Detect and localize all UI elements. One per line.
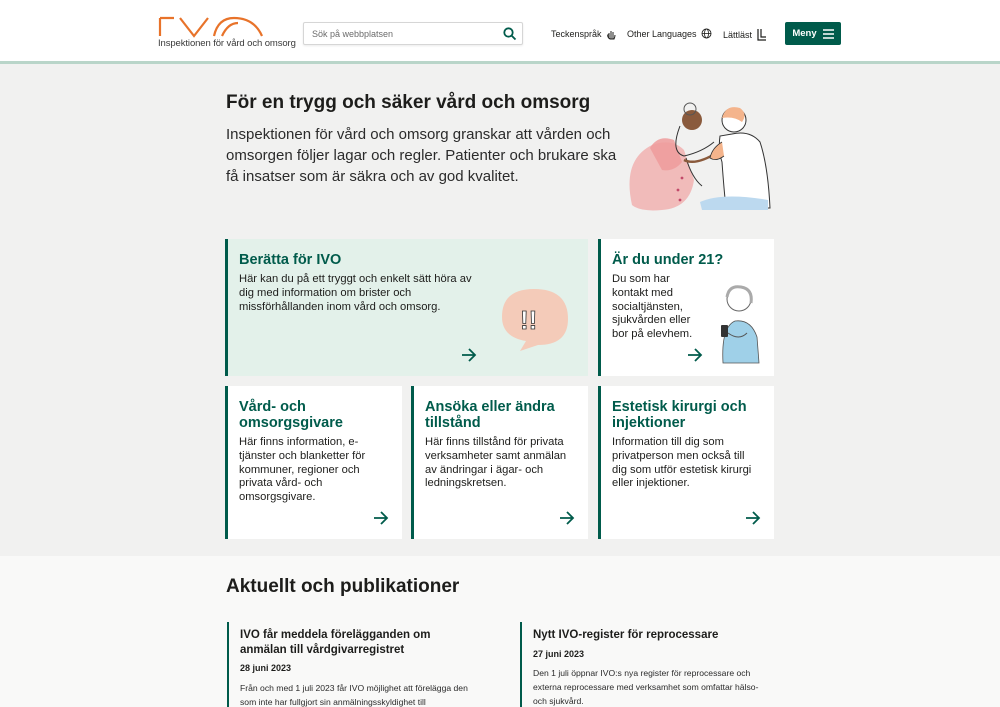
hero-title: För en trygg och säker vård och omsorg [226,92,591,113]
young-person-illustration [711,283,765,365]
nurse-patient-illustration [622,100,772,215]
easy-read-icon [756,28,768,41]
arrow-right-icon [373,511,389,525]
card-care-providers-title: Vård- och omsorgsgivare [239,399,343,431]
news-item-title[interactable]: Nytt IVO-register för reprocessare [533,629,719,641]
news-section [0,556,1000,707]
card-aesthetic-surgery-title: Estetisk kirurgi och injektioner [612,399,747,431]
arrow-right-icon [745,511,761,525]
card-report[interactable] [225,239,588,376]
news-item-excerpt: Den 1 juli öppnar IVO:s nya register för reprocessare och externa reprocessare med verksamhet som omfattar hälso- och sjukvård. [533,668,759,706]
logo-text: Inspektionen för vård och omsorg [158,38,296,49]
sign-language-label: Teckenspråk [551,29,602,39]
search-box [303,22,523,45]
globe-icon [701,28,712,39]
news-item-date: 28 juni 2023 [240,663,292,673]
svg-text:!!: !! [520,305,538,335]
site-header [0,0,1000,64]
card-report-title: Berätta för IVO [239,252,342,268]
other-languages-link[interactable] [627,28,712,39]
card-permits-text: Här finns tillstånd för privata verksamheter samt anmälan av ändringar i ägar- och ledningskretsen. [425,436,567,490]
card-care-providers[interactable] [225,386,402,539]
arrow-right-icon [559,511,575,525]
news-item-date: 27 juni 2023 [533,649,585,659]
card-report-text: Här kan du på ett tryggt och enkelt sätt höra av dig med information om brister och missförhållanden inom vård och omsorg. [239,273,472,313]
news-item-title[interactable]: IVO får meddela förelägganden om anmälan till vårdgivarregistret [240,629,431,656]
speech-bubble-alert-icon [498,285,570,353]
news-title: Aktuellt och publikationer [226,576,460,597]
menu-button[interactable] [785,22,841,45]
card-aesthetic-surgery[interactable] [598,386,774,539]
search-icon[interactable] [502,26,518,42]
hamburger-icon [823,29,834,39]
search-input[interactable] [312,26,492,42]
card-permits[interactable] [411,386,588,539]
menu-label: Meny [792,28,817,39]
news-item[interactable] [520,622,770,707]
card-permits-title: Ansöka eller ändra tillstånd [425,399,555,431]
news-item-excerpt: Från och med 1 juli 2023 får IVO möjlighet att förelägga den som inte har fullgjort sin anmälningsskyldighet till [240,683,468,707]
card-under-21-text: Du som har kontakt med socialtjänsten, sjukvården eller bor på elevhem. [612,273,693,341]
sign-language-link[interactable] [551,28,617,40]
card-under-21-title: Är du under 21? [612,252,724,268]
sign-language-icon [606,28,617,40]
easy-read-link[interactable] [723,28,768,41]
arrow-right-icon [687,348,703,362]
card-aesthetic-surgery-text: Information till dig som privatperson men också till dig som utför estetisk kirurgi eller injektioner. [612,436,752,490]
news-item[interactable] [227,622,467,707]
easy-read-label: Lättläst [723,29,753,40]
other-languages-label: Other Languages [627,28,697,39]
hero-text: Inspektionen för vård och omsorg granskar att vården och omsorgen följer lagar och regler. Patienter och brukare ska få insatser som är säkra och av god kvalitet. [226,126,617,185]
card-under-21[interactable] [598,239,774,376]
card-care-providers-text: Här finns information, e-tjänster och blanketter för kommuner, regioner och privata vård- och omsorgsgivare. [239,436,366,504]
arrow-right-icon [461,348,477,362]
